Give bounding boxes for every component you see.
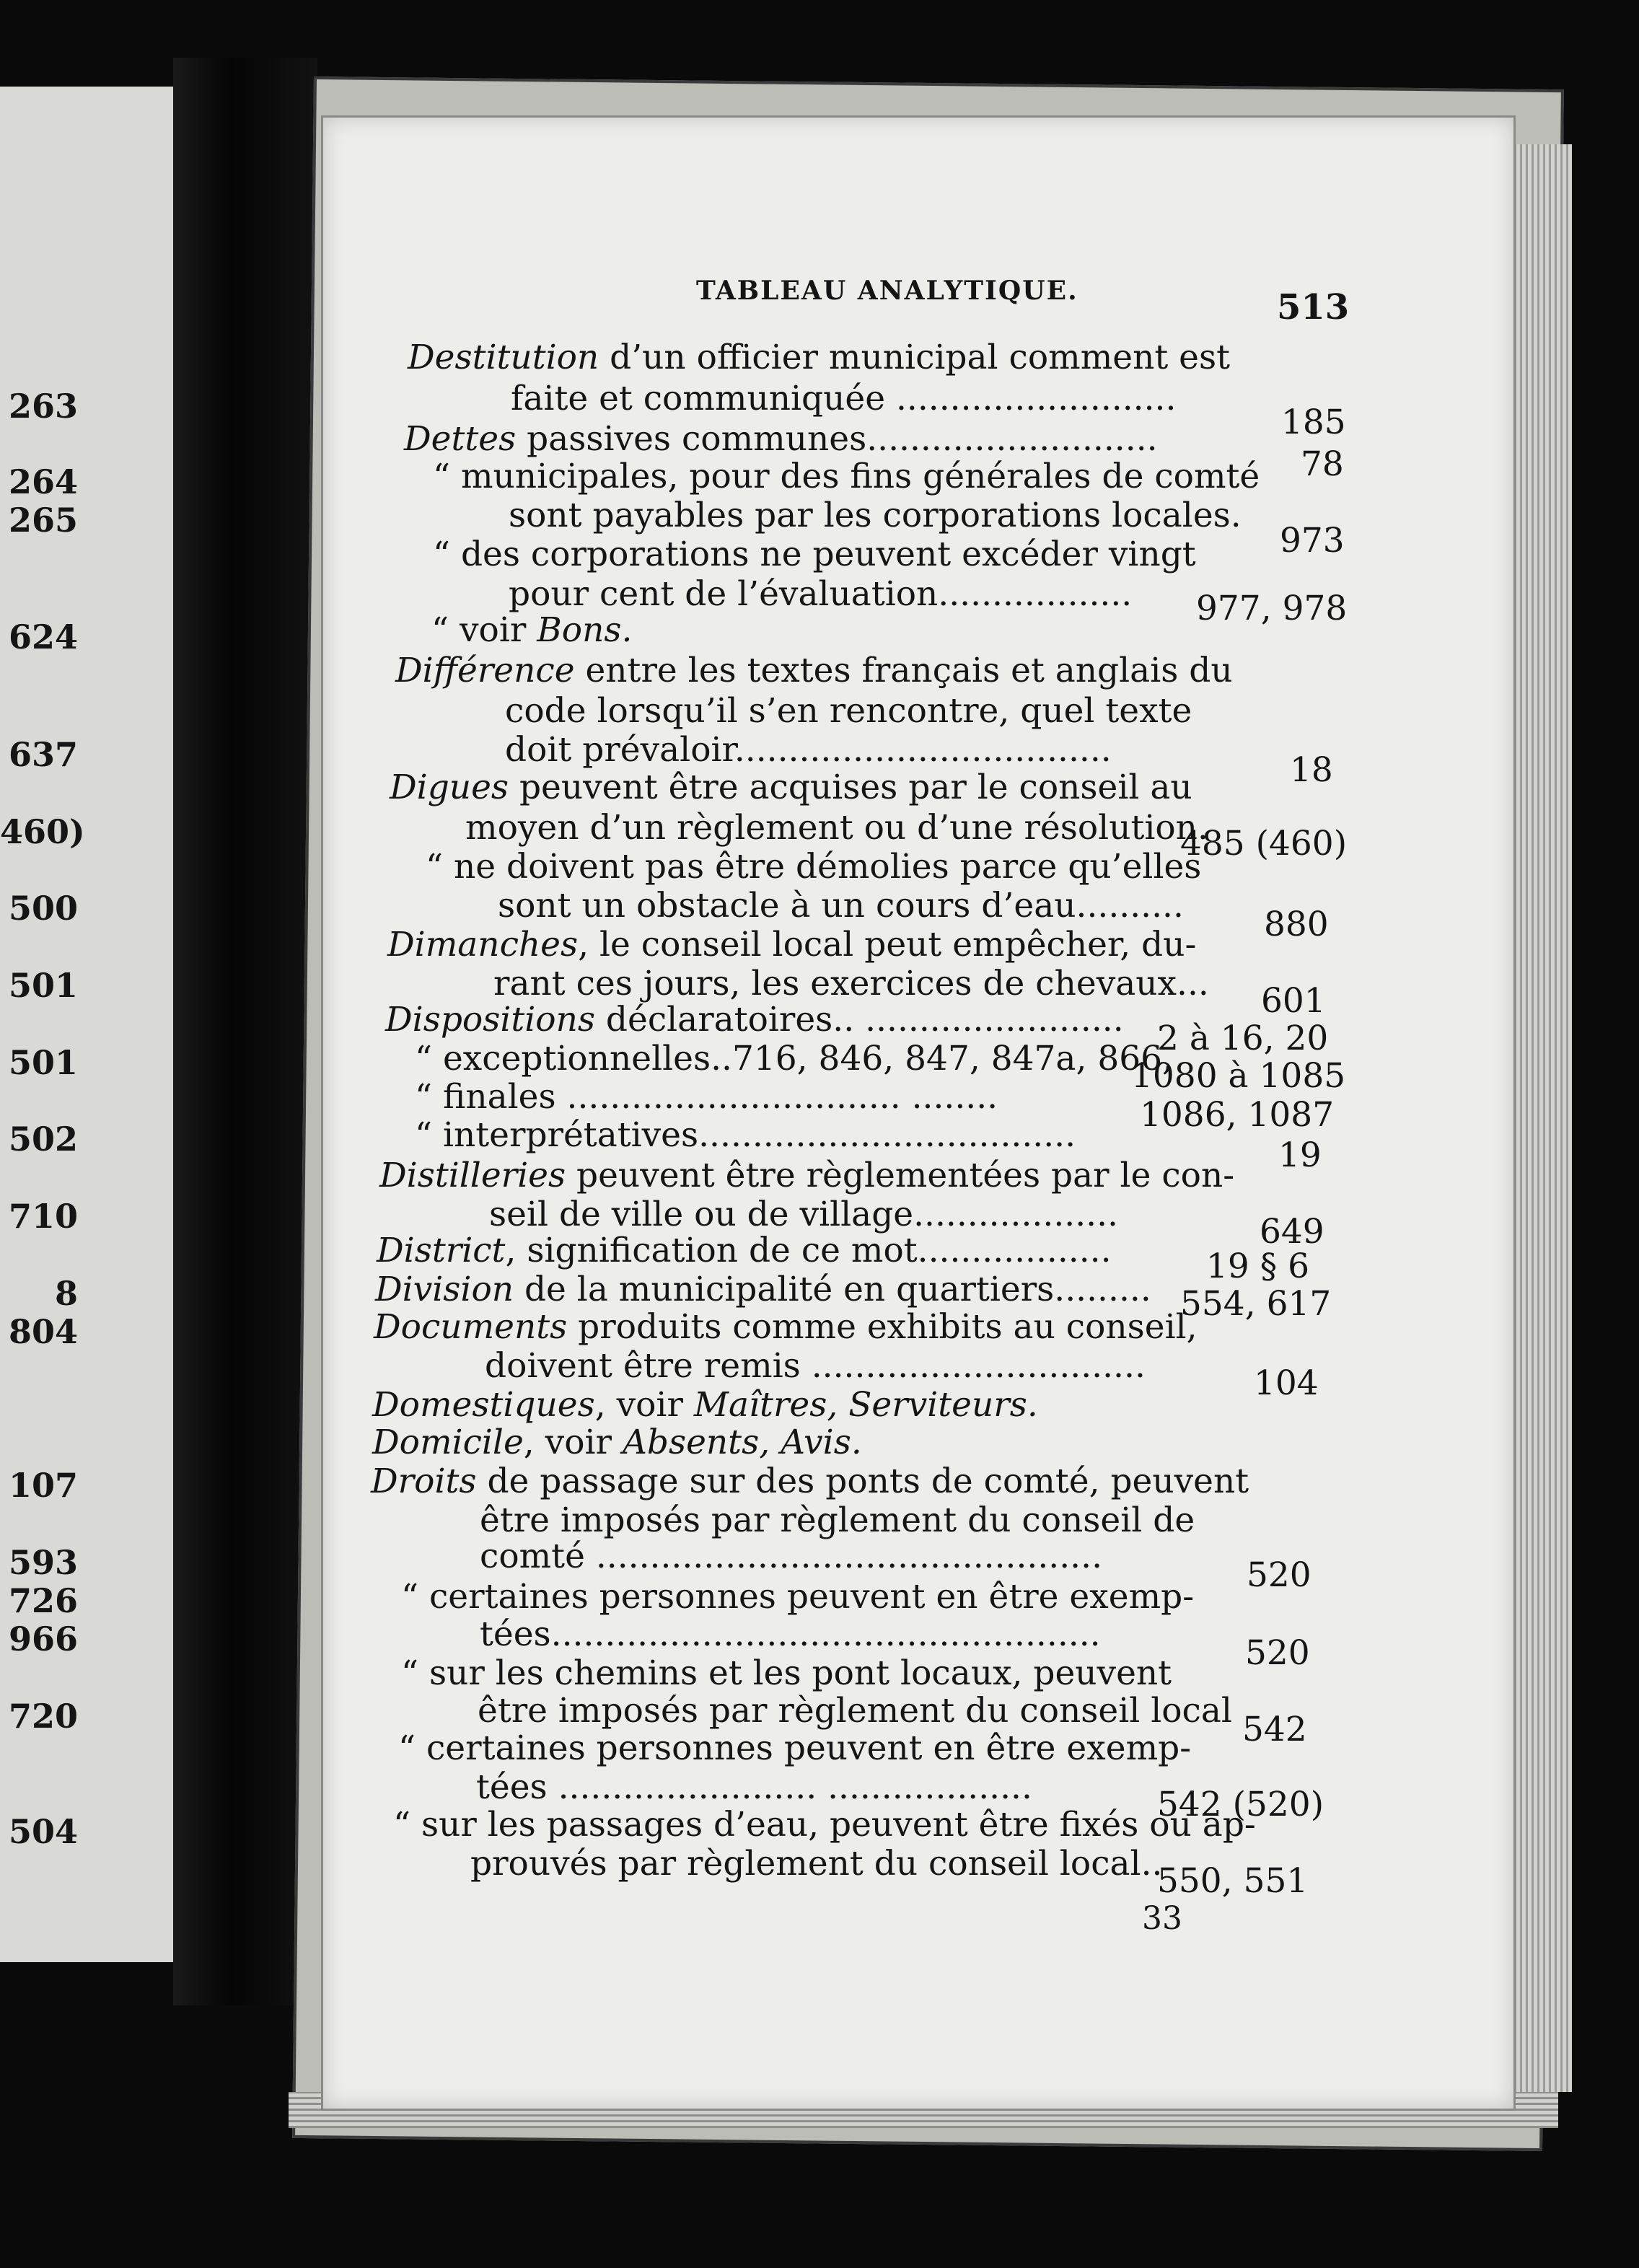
page-reference: 18	[1290, 750, 1333, 790]
entry-line: faite et communiquée ..........................	[511, 379, 1177, 418]
running-head: TABLEAU ANALYTIQUE.	[696, 276, 1078, 306]
entry-line: Dettes passives communes...........................	[404, 419, 1158, 459]
page-reference: 973	[1280, 521, 1345, 561]
entry-line: tées...................................................	[480, 1614, 1101, 1654]
entry-line: “ finales ............................... ........	[415, 1077, 998, 1117]
entry-line: prouvés par règlement du conseil local..	[470, 1844, 1163, 1884]
previous-page-number: 720	[8, 1697, 78, 1736]
entry-line: “ sur les passages d’eau, peuvent être fixés ou ap-	[393, 1805, 1256, 1845]
entry-line: Division de la municipalité en quartiers.........	[375, 1270, 1151, 1309]
page-reference: 104	[1254, 1363, 1319, 1403]
previous-page-number: 265	[8, 501, 78, 540]
entry-line: “ ne doivent pas être démolies parce qu’elles	[426, 847, 1202, 887]
entry-line: Dispositions déclaratoires.. ........................	[385, 1000, 1124, 1040]
page-reference: 542	[1242, 1710, 1307, 1749]
page-reference: 554, 617	[1180, 1284, 1332, 1324]
entry-line: Domestiques, voir Maîtres, Serviteurs.	[372, 1385, 1038, 1425]
entry-line: doivent être remis ...............................	[485, 1346, 1146, 1386]
entry-line: pour cent de l’évaluation..................	[509, 574, 1133, 614]
previous-page-number: 804	[8, 1312, 78, 1351]
page-reference: 485 (460)	[1180, 824, 1348, 863]
entry-line: moyen d’un règlement ou d’une résolution.	[465, 808, 1208, 848]
previous-page-number: 726	[8, 1581, 78, 1620]
previous-page-number: 264	[8, 462, 78, 501]
entry-line: seil de ville ou de village...................	[489, 1195, 1118, 1234]
entry-line: Documents produits comme exhibits au conseil,	[374, 1307, 1198, 1347]
entry-line: Dimanches, le conseil local peut empêcher, du-	[387, 925, 1197, 964]
entry-line: “ voir Bons.	[431, 610, 633, 650]
previous-page-edge	[0, 87, 177, 1962]
page-reference: 520	[1245, 1633, 1310, 1673]
page-reference: 649	[1260, 1212, 1324, 1252]
previous-page-number: 107	[8, 1466, 78, 1505]
previous-page-number: 460)	[0, 812, 85, 851]
entry-line: “ certaines personnes peuvent en être exemp-	[398, 1728, 1192, 1768]
previous-page-number: 501	[8, 1043, 78, 1082]
page-reference: 19	[1278, 1135, 1322, 1175]
entry-line: “ exceptionnelles..716, 846, 847, 847a, 866,	[415, 1039, 1173, 1078]
entry-line: sont payables par les corporations locales.	[509, 496, 1242, 535]
entry-line: “ des corporations ne peuvent excéder vingt	[433, 535, 1196, 574]
entry-line: doit prévaloir...................................	[505, 730, 1112, 770]
entry-line: Différence entre les textes français et anglais du	[395, 651, 1233, 690]
page-reference: 880	[1264, 905, 1329, 944]
entry-line: être imposés par règlement du conseil de	[480, 1500, 1195, 1540]
entry-line: être imposés par règlement du conseil local	[478, 1691, 1232, 1731]
previous-page-number: 624	[8, 617, 78, 656]
page-edges-right	[1511, 144, 1572, 2092]
entry-line: rant ces jours, les exercices de chevaux...	[493, 964, 1209, 1003]
page-reference: 2 à 16, 20	[1157, 1019, 1329, 1058]
page-reference: 601	[1261, 981, 1326, 1021]
page-reference: 977, 978	[1196, 589, 1348, 628]
entry-line: Domicile, voir Absents, Avis.	[372, 1423, 862, 1462]
entry-line: code lorsqu’il s’en rencontre, quel texte	[505, 691, 1192, 731]
page-reference: 185	[1281, 403, 1346, 442]
signature-mark: 33	[1142, 1900, 1182, 1937]
entry-line: sont un obstacle à un cours d’eau..........	[498, 886, 1184, 926]
previous-page-number: 637	[8, 735, 78, 774]
entry-line: tées ........................ ...................	[476, 1767, 1032, 1807]
page-reference: 520	[1247, 1555, 1311, 1595]
previous-page-number: 263	[8, 387, 78, 426]
previous-page-number: 500	[8, 889, 78, 928]
page-reference: 550, 551	[1157, 1861, 1309, 1901]
page-number: 513	[1277, 287, 1350, 328]
book-gutter	[173, 58, 317, 2005]
page-reference: 19 § 6	[1206, 1247, 1310, 1286]
entry-line: Droits de passage sur des ponts de comté, peuvent	[371, 1462, 1249, 1501]
previous-page-number: 593	[8, 1543, 78, 1582]
entry-line: “ interprétatives...................................	[415, 1115, 1076, 1155]
previous-page-number: 966	[8, 1619, 78, 1658]
entry-line: Digues peuvent être acquises par le conseil au	[390, 768, 1192, 807]
entry-line: Destitution d’un officier municipal comment est	[408, 338, 1230, 377]
entry-line: Distilleries peuvent être règlementées par le con-	[379, 1156, 1235, 1195]
previous-page-number: 8	[54, 1274, 78, 1313]
page-reference: 542 (520)	[1157, 1785, 1324, 1824]
previous-page-number: 710	[8, 1197, 78, 1236]
page-reference: 78	[1301, 444, 1344, 484]
entry-line: comté ...............................................	[480, 1537, 1103, 1576]
previous-page-number: 501	[8, 966, 78, 1005]
previous-page-number: 502	[8, 1120, 78, 1159]
page-reference: 1080 à 1085	[1131, 1056, 1346, 1096]
previous-page-number: 504	[8, 1812, 78, 1851]
entry-line: “ sur les chemins et les pont locaux, peuvent	[401, 1653, 1172, 1693]
entry-line: District, signification de ce mot..................	[377, 1231, 1112, 1270]
entry-line: “ municipales, pour des fins générales de comté	[433, 457, 1260, 496]
page-reference: 1086, 1087	[1140, 1095, 1335, 1135]
entry-line: “ certaines personnes peuvent en être exemp-	[401, 1577, 1195, 1617]
